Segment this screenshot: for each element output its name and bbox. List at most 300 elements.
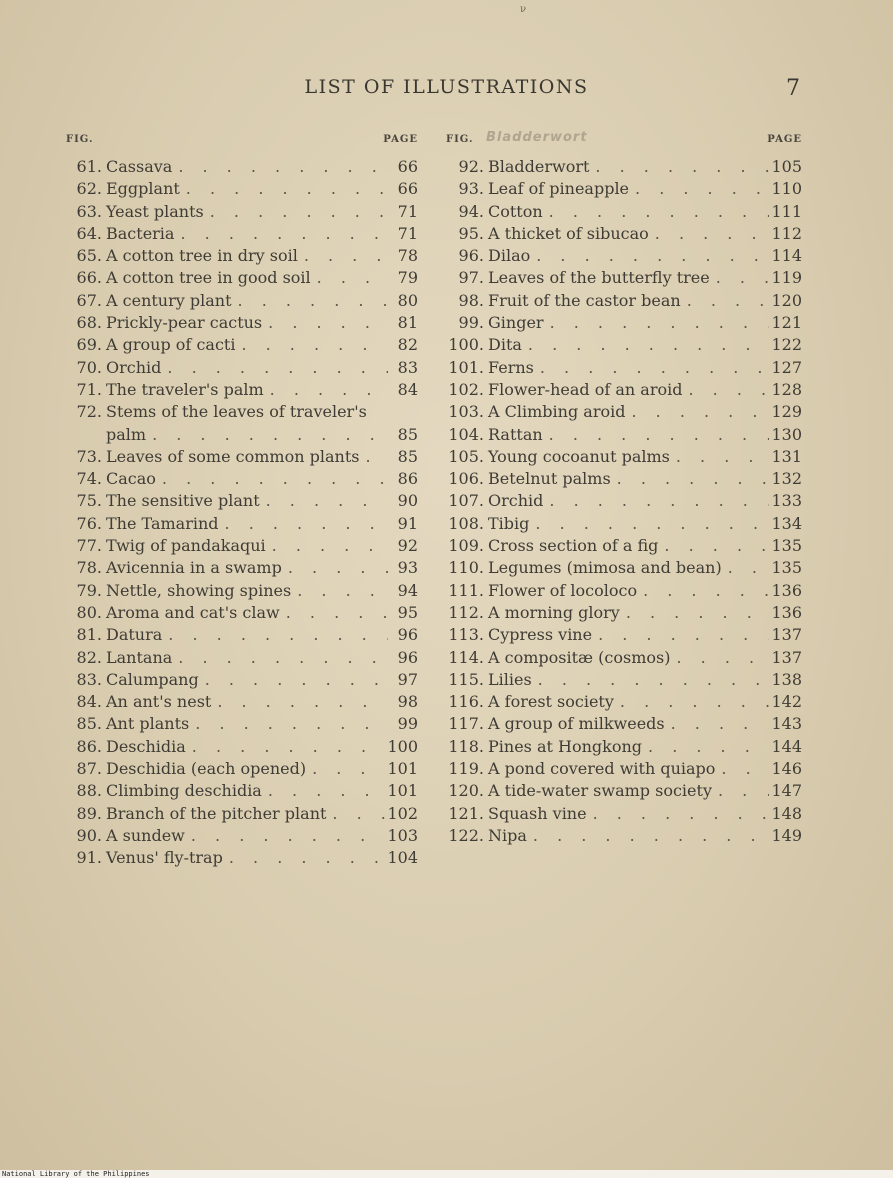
dot-leader xyxy=(665,713,770,735)
figure-title: A group of cacti xyxy=(106,335,236,355)
dot-leader xyxy=(658,535,769,557)
page-ref: 134 xyxy=(771,513,802,533)
figure-title: Deschidia (each opened) xyxy=(106,759,307,779)
figure-number: 71. xyxy=(76,379,102,399)
figure-title: An ant's nest xyxy=(106,692,212,712)
list-item xyxy=(60,379,418,401)
list-item xyxy=(446,513,802,535)
figure-title: Betelnut palms xyxy=(488,469,611,489)
dot-leader xyxy=(262,780,386,802)
figure-number: 81. xyxy=(76,625,102,645)
list-item xyxy=(60,446,418,468)
dot-leader xyxy=(326,803,385,825)
list-item xyxy=(60,691,418,713)
list-item xyxy=(446,780,802,802)
list-item xyxy=(446,535,802,557)
dot-leader xyxy=(629,178,769,200)
figure-title: A compositæ (cosmos) xyxy=(488,647,671,667)
page-ref: 135 xyxy=(771,558,802,578)
figure-number: 73. xyxy=(76,446,102,466)
figure-title: Rattan xyxy=(488,424,543,444)
page-ref: 93 xyxy=(397,558,418,578)
figure-number: 85. xyxy=(76,714,102,734)
figure-title: A pond covered with quiapo xyxy=(488,759,716,779)
figure-number: 83. xyxy=(76,669,102,689)
dot-leader xyxy=(614,691,770,713)
list-item xyxy=(446,624,802,646)
figure-title: A cotton tree in dry soil xyxy=(106,246,298,266)
figure-number: 62. xyxy=(76,179,102,199)
dot-leader xyxy=(589,156,769,178)
figure-title: Pines at Hongkong xyxy=(488,736,643,756)
list-item xyxy=(60,713,418,735)
figure-title: The sensitive plant xyxy=(106,491,260,511)
figure-title: Orchid xyxy=(488,491,544,511)
figure-number: 97. xyxy=(458,268,484,288)
page-ref: 105 xyxy=(771,157,802,176)
dot-leader xyxy=(522,334,770,356)
page-ref: 96 xyxy=(397,625,418,645)
page-ref: 78 xyxy=(397,246,418,266)
page-ref: 102 xyxy=(387,803,418,823)
dot-leader xyxy=(682,379,769,401)
figure-title: Cotton xyxy=(488,201,543,221)
list-item xyxy=(60,825,418,847)
figure-number: 68. xyxy=(76,313,102,333)
list-item xyxy=(446,424,802,446)
page-ref: 110 xyxy=(771,179,802,199)
dot-leader xyxy=(649,223,770,245)
figure-number: 77. xyxy=(76,536,102,556)
dot-leader xyxy=(642,736,769,758)
page-ref: 122 xyxy=(771,335,802,355)
figure-title: Lantana xyxy=(106,647,173,667)
page-ref: 147 xyxy=(771,781,802,801)
list-item xyxy=(60,513,418,535)
list-item xyxy=(446,401,802,423)
figure-title: Aroma and cat's claw xyxy=(106,602,280,622)
figure-number: 94. xyxy=(458,201,484,221)
dot-leader xyxy=(681,290,770,312)
figure-number: 101. xyxy=(448,357,484,377)
page-ref: 96 xyxy=(397,647,418,667)
page-ref: 138 xyxy=(771,669,802,689)
figure-number: 84. xyxy=(76,692,102,712)
figure-number: 96. xyxy=(458,246,484,266)
dot-leader xyxy=(186,736,386,758)
page-ref: 66 xyxy=(397,179,418,199)
figure-number: 82. xyxy=(76,647,102,667)
dot-leader xyxy=(264,379,388,401)
figure-number: 112. xyxy=(448,602,484,622)
figure-number: 74. xyxy=(76,469,102,489)
list-item xyxy=(446,312,802,334)
figure-number: 75. xyxy=(76,491,102,511)
page-ref: 94 xyxy=(397,580,418,600)
figure-title: A thicket of sibucao xyxy=(488,223,649,243)
dot-leader xyxy=(529,513,769,535)
figure-title: Climbing deschidia xyxy=(106,781,262,801)
list-item xyxy=(446,758,802,780)
list-item xyxy=(446,379,802,401)
page-ref: 133 xyxy=(771,491,802,511)
page-ref: 119 xyxy=(771,268,802,288)
page-ref: 112 xyxy=(771,223,802,243)
page-ref: 71 xyxy=(397,201,418,221)
list-item xyxy=(446,736,802,758)
list-item xyxy=(446,669,802,691)
figure-title: Cypress vine xyxy=(488,625,593,645)
dot-leader xyxy=(172,156,388,178)
list-item xyxy=(446,647,802,669)
figure-number: 108. xyxy=(448,513,484,533)
page-ref: 114 xyxy=(771,246,802,266)
right-column-header xyxy=(446,130,802,156)
library-watermark: National Library of the Philippines xyxy=(0,1170,893,1178)
dot-leader xyxy=(219,513,388,535)
dot-leader xyxy=(298,245,388,267)
page-ref: 80 xyxy=(397,290,418,310)
list-item xyxy=(446,580,802,602)
dot-leader xyxy=(530,245,769,267)
list-item xyxy=(60,334,418,356)
page-ref: 85 xyxy=(397,424,418,444)
list-item xyxy=(60,245,418,267)
list-item xyxy=(60,647,418,669)
figure-title: Ferns xyxy=(488,357,534,377)
page-ref: 79 xyxy=(397,268,418,288)
figure-title: A century plant xyxy=(106,290,232,310)
dot-leader xyxy=(527,825,770,847)
figure-number: 116. xyxy=(448,692,484,712)
dot-leader xyxy=(543,201,770,223)
figure-title: Leaves of some common plants xyxy=(106,446,360,466)
list-item xyxy=(446,245,802,267)
page-ref: 71 xyxy=(397,223,418,243)
page-ref: 100 xyxy=(387,736,418,756)
list-item xyxy=(446,357,802,379)
list-item xyxy=(60,156,418,178)
dot-leader xyxy=(592,624,769,646)
figure-title: A Climbing aroid xyxy=(488,402,626,422)
page-ref: 127 xyxy=(771,357,802,377)
list-item xyxy=(446,334,802,356)
figure-title: Fruit of the castor bean xyxy=(488,290,681,310)
dot-leader xyxy=(544,312,770,334)
page-ref: 103 xyxy=(387,825,418,845)
figure-title: Datura xyxy=(106,625,163,645)
figure-title: Ant plants xyxy=(106,714,190,734)
list-item xyxy=(60,580,418,602)
figure-number: 121. xyxy=(448,803,484,823)
list-item xyxy=(446,602,802,624)
page-ref: 149 xyxy=(771,825,802,845)
right-column xyxy=(446,130,802,847)
page-ref: 137 xyxy=(771,625,802,645)
figure-number: 72. xyxy=(76,402,102,422)
figure-title: Nettle, showing spines xyxy=(106,580,292,600)
list-item xyxy=(60,847,418,869)
list-item xyxy=(60,602,418,624)
figure-title: Ginger xyxy=(488,313,544,333)
page-ref: 84 xyxy=(397,379,418,399)
page-ref: 111 xyxy=(771,201,802,221)
list-item xyxy=(60,312,418,334)
dot-leader xyxy=(172,647,388,669)
figure-title: Cassava xyxy=(106,157,173,176)
figure-number: 113. xyxy=(448,625,484,645)
page-ref: 142 xyxy=(771,692,802,712)
page-ref: 83 xyxy=(397,357,418,377)
handwritten-annotation: Bladderwort xyxy=(486,130,588,145)
page-ref: 130 xyxy=(771,424,802,444)
figure-number: 102. xyxy=(448,379,484,399)
dot-leader xyxy=(722,557,770,579)
page-ref: 82 xyxy=(397,335,418,355)
figure-number: 114. xyxy=(448,647,484,667)
page-ref: 101 xyxy=(387,759,418,779)
figure-number: 78. xyxy=(76,558,102,578)
left-column-header xyxy=(60,134,418,156)
figure-title: The traveler's palm xyxy=(106,379,264,399)
page-ref: 132 xyxy=(771,469,802,489)
figure-title: Dilao xyxy=(488,246,531,266)
figure-number: 118. xyxy=(448,736,484,756)
figure-number: 90. xyxy=(76,825,102,845)
figure-number: 99. xyxy=(458,313,484,333)
page-ref: 136 xyxy=(771,602,802,622)
figure-number: 63. xyxy=(76,201,102,221)
figure-number: 88. xyxy=(76,781,102,801)
figure-number: 79. xyxy=(76,580,102,600)
figure-number: 109. xyxy=(448,536,484,556)
dot-leader xyxy=(266,535,388,557)
list-item xyxy=(60,401,418,423)
list-item xyxy=(60,357,418,379)
list-item xyxy=(60,624,418,646)
list-item xyxy=(446,490,802,512)
figure-title: Dita xyxy=(488,335,522,355)
list-item xyxy=(60,223,418,245)
list-item xyxy=(60,267,418,289)
dot-leader xyxy=(543,490,769,512)
dot-leader xyxy=(180,178,388,200)
figure-number: 103. xyxy=(448,402,484,422)
figure-title: A group of milkweeds xyxy=(488,714,665,734)
figure-title: Young cocoanut palms xyxy=(488,446,670,466)
dot-leader xyxy=(637,580,769,602)
page-ref: 104 xyxy=(387,848,418,868)
page-ref: 131 xyxy=(771,446,802,466)
dot-leader xyxy=(715,758,769,780)
page-ref: 81 xyxy=(397,313,418,333)
figure-number: 89. xyxy=(76,803,102,823)
page-ref: 148 xyxy=(771,803,802,823)
dot-leader xyxy=(235,334,388,356)
figure-number: 115. xyxy=(448,669,484,689)
figure-number: 120. xyxy=(448,781,484,801)
dot-leader xyxy=(620,602,770,624)
figure-number: 64. xyxy=(76,223,102,243)
figure-title: The Tamarind xyxy=(106,513,219,533)
figure-title: Calumpang xyxy=(106,669,199,689)
figure-title: A cotton tree in good soil xyxy=(106,268,311,288)
figure-number: 92. xyxy=(458,157,484,176)
figure-title: Cross section of a fig xyxy=(488,536,659,556)
figure-number: 106. xyxy=(448,469,484,489)
dot-leader xyxy=(306,758,385,780)
dot-leader xyxy=(262,312,388,334)
dot-leader xyxy=(260,490,388,512)
dot-leader xyxy=(670,446,770,468)
list-item xyxy=(446,803,802,825)
dot-leader xyxy=(282,557,388,579)
figure-number: 122. xyxy=(448,825,484,845)
figure-title: Venus' fly-trap xyxy=(106,848,223,868)
figure-number: 67. xyxy=(76,290,102,310)
right-illustration-list xyxy=(446,156,802,847)
figure-title: A morning glory xyxy=(488,602,620,622)
page-header: PAGE xyxy=(767,134,802,145)
dot-leader xyxy=(534,357,770,379)
left-illustration-list xyxy=(60,156,418,870)
page-ref: 136 xyxy=(771,580,802,600)
figure-title: Squash vine xyxy=(488,803,587,823)
list-item xyxy=(60,178,418,200)
figure-number: 107. xyxy=(448,491,484,511)
dot-leader xyxy=(189,713,388,735)
list-item xyxy=(446,825,802,847)
dot-leader xyxy=(587,803,770,825)
list-item xyxy=(60,758,418,780)
figure-title: Avicennia in a swamp xyxy=(106,558,282,578)
figure-title: A sundew xyxy=(106,825,185,845)
list-item xyxy=(446,713,802,735)
figure-title: Bacteria xyxy=(106,223,175,243)
list-item xyxy=(446,691,802,713)
dot-leader xyxy=(156,468,388,490)
page-title: LIST OF ILLUSTRATIONS xyxy=(304,76,589,98)
dot-leader xyxy=(204,201,388,223)
figure-title: Eggplant xyxy=(106,179,180,199)
page-ref: 101 xyxy=(387,781,418,801)
fig-header: FIG. xyxy=(66,134,94,145)
figure-title: Branch of the pitcher plant xyxy=(106,803,327,823)
figure-title: Tibig xyxy=(488,513,530,533)
page-ref: 121 xyxy=(771,313,802,333)
page-ref: 146 xyxy=(771,759,802,779)
dot-leader xyxy=(712,780,769,802)
dot-leader xyxy=(232,290,388,312)
figure-number: 93. xyxy=(458,179,484,199)
figure-number: 117. xyxy=(448,714,484,734)
dot-leader xyxy=(280,602,388,624)
list-item xyxy=(60,780,418,802)
page-ref: 97 xyxy=(397,669,418,689)
page-number: 7 xyxy=(786,76,800,101)
dot-leader xyxy=(710,267,770,289)
list-item xyxy=(446,201,802,223)
page-ref: 95 xyxy=(397,602,418,622)
page-ref: 128 xyxy=(771,379,802,399)
list-item xyxy=(60,424,418,446)
list-item xyxy=(446,290,802,312)
figure-number: 100. xyxy=(448,335,484,355)
page-ref: 92 xyxy=(397,536,418,556)
dot-leader xyxy=(161,357,388,379)
list-item xyxy=(60,669,418,691)
page-ref: 85 xyxy=(397,446,418,466)
page-ref: 120 xyxy=(771,290,802,310)
dot-leader xyxy=(359,446,388,468)
dot-leader xyxy=(185,825,386,847)
figure-title: Yeast plants xyxy=(106,201,204,221)
list-item xyxy=(60,290,418,312)
list-item xyxy=(60,201,418,223)
dot-leader xyxy=(532,669,770,691)
page-ref: 135 xyxy=(771,536,802,556)
page-ref: 137 xyxy=(771,647,802,667)
page-header: PAGE xyxy=(383,134,418,145)
page-ref: 86 xyxy=(397,469,418,489)
list-item xyxy=(446,557,802,579)
figure-number: 70. xyxy=(76,357,102,377)
page-ref: 90 xyxy=(397,491,418,511)
list-item xyxy=(60,803,418,825)
figure-number: 104. xyxy=(448,424,484,444)
left-column xyxy=(60,134,418,870)
list-item xyxy=(60,490,418,512)
list-item xyxy=(446,468,802,490)
figure-title: Orchid xyxy=(106,357,162,377)
figure-title: Twig of pandakaqui xyxy=(106,536,266,556)
page-ref: 66 xyxy=(397,157,418,176)
dot-leader xyxy=(291,580,388,602)
top-mark: ν xyxy=(520,4,527,15)
figure-number: 105. xyxy=(448,446,484,466)
figure-title: Flower-head of an aroid xyxy=(488,379,683,399)
figure-title: Cacao xyxy=(106,469,156,489)
figure-title: Prickly-pear cactus xyxy=(106,313,263,333)
page-ref: 98 xyxy=(397,692,418,712)
page-ref: 129 xyxy=(771,402,802,422)
dot-leader xyxy=(162,624,388,646)
list-item xyxy=(446,156,802,178)
figure-number: 80. xyxy=(76,602,102,622)
list-item xyxy=(446,267,802,289)
page-ref: 99 xyxy=(397,714,418,734)
list-item xyxy=(446,223,802,245)
figure-number: 110. xyxy=(448,558,484,578)
figure-number: 69. xyxy=(76,335,102,355)
dot-leader xyxy=(211,691,388,713)
figure-number: 65. xyxy=(76,246,102,266)
figure-title: Lilies xyxy=(488,669,532,689)
page-ref: 144 xyxy=(771,736,802,756)
list-item xyxy=(60,736,418,758)
figure-number: 76. xyxy=(76,513,102,533)
figure-number: 61. xyxy=(76,157,102,176)
figure-number: 95. xyxy=(458,223,484,243)
figure-title: A tide-water swamp society xyxy=(488,781,712,801)
dot-leader xyxy=(611,468,770,490)
figure-number: 98. xyxy=(458,290,484,310)
dot-leader xyxy=(543,424,770,446)
fig-header: FIG. xyxy=(446,134,474,145)
dot-leader xyxy=(174,223,388,245)
list-item xyxy=(60,557,418,579)
list-item xyxy=(446,178,802,200)
